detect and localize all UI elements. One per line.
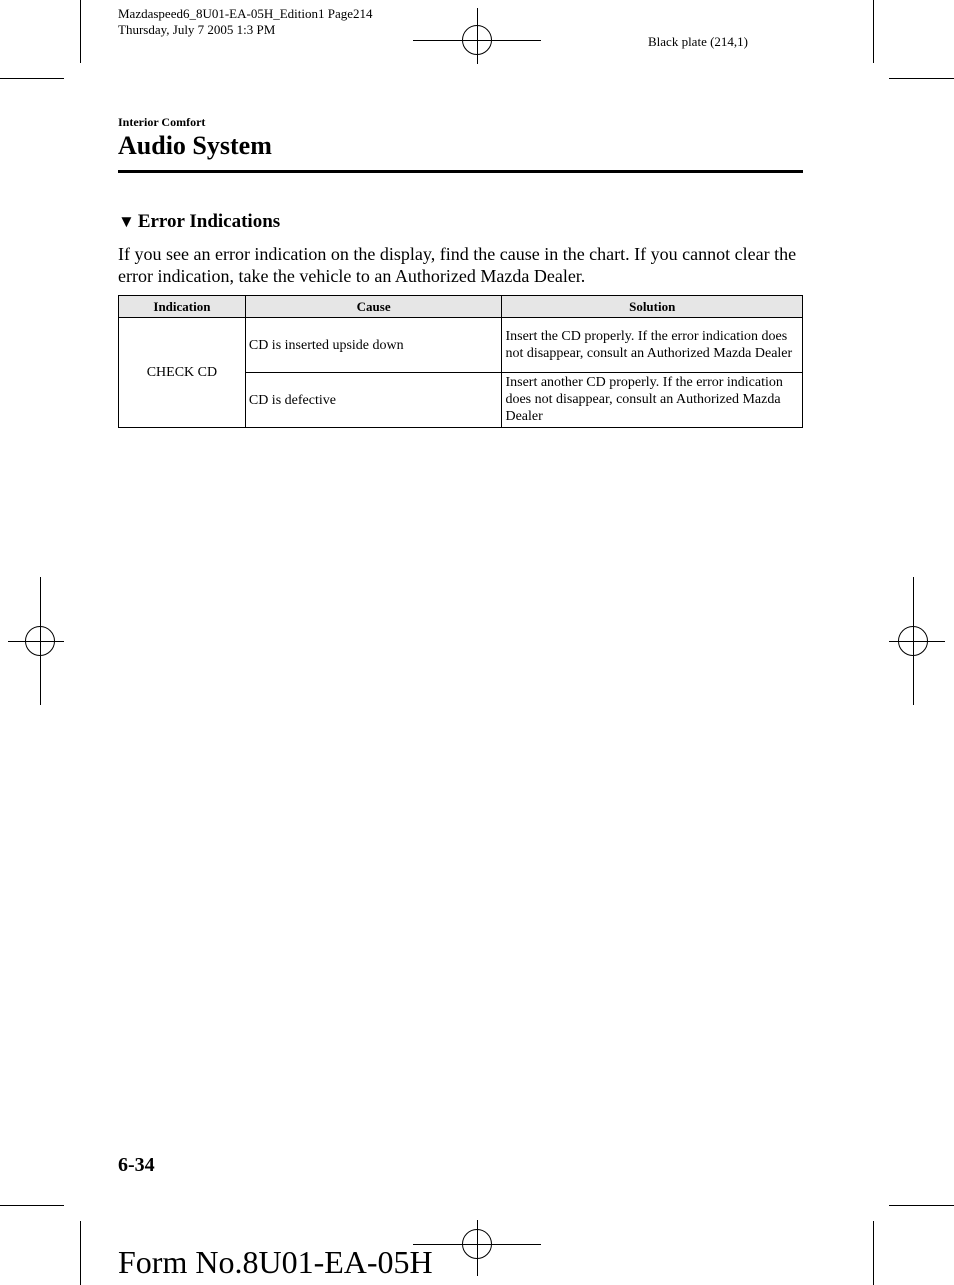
cause-cell: CD is defective: [245, 373, 502, 428]
print-date-line: Thursday, July 7 2005 1:3 PM: [118, 22, 276, 37]
crop-mark: [889, 1205, 954, 1206]
cause-cell: CD is inserted upside down: [245, 318, 502, 373]
crop-mark: [873, 0, 874, 63]
plate-label: Black plate (214,1): [648, 34, 748, 49]
solution-cell: Insert another CD properly. If the error indication does not disappear, consult an Authorized Mazda Dealer: [502, 373, 803, 428]
indication-cell: CHECK CD: [119, 318, 246, 428]
section-label: Interior Comfort: [118, 115, 206, 129]
crop-mark: [873, 1221, 874, 1285]
header-cause: Cause: [245, 296, 502, 318]
page-number: 6-34: [118, 1154, 155, 1176]
subheading-text: Error Indications: [137, 211, 281, 232]
crop-mark: [0, 1205, 64, 1206]
print-file-line: Mazdaspeed6_8U01-EA-05H_Edition1 Page214: [118, 6, 373, 21]
table-row: [119, 318, 803, 373]
error-table: [118, 295, 803, 428]
title-rule: [118, 170, 803, 173]
print-header: [118, 6, 373, 38]
crop-mark: [80, 0, 81, 63]
down-triangle-icon: ▼: [118, 212, 135, 231]
intro-paragraph: If you see an error indication on the display, find the cause in the chart. If you cannot clear the error indication, take the vehicle to an Authorized Mazda Dealer.: [118, 244, 797, 286]
solution-cell: Insert the CD properly. If the error indication does not disappear, consult an Authorized Mazda Dealer: [502, 318, 803, 373]
subheading: [118, 210, 280, 234]
crop-mark: [80, 1221, 81, 1285]
form-number: Form No.8U01-EA-05H: [118, 1244, 433, 1280]
header-indication: Indication: [119, 296, 246, 318]
page-title: Audio System: [118, 131, 272, 160]
table-header-row: [119, 296, 803, 318]
header-solution: Solution: [502, 296, 803, 318]
crop-mark: [0, 78, 64, 79]
crop-mark: [889, 78, 954, 79]
